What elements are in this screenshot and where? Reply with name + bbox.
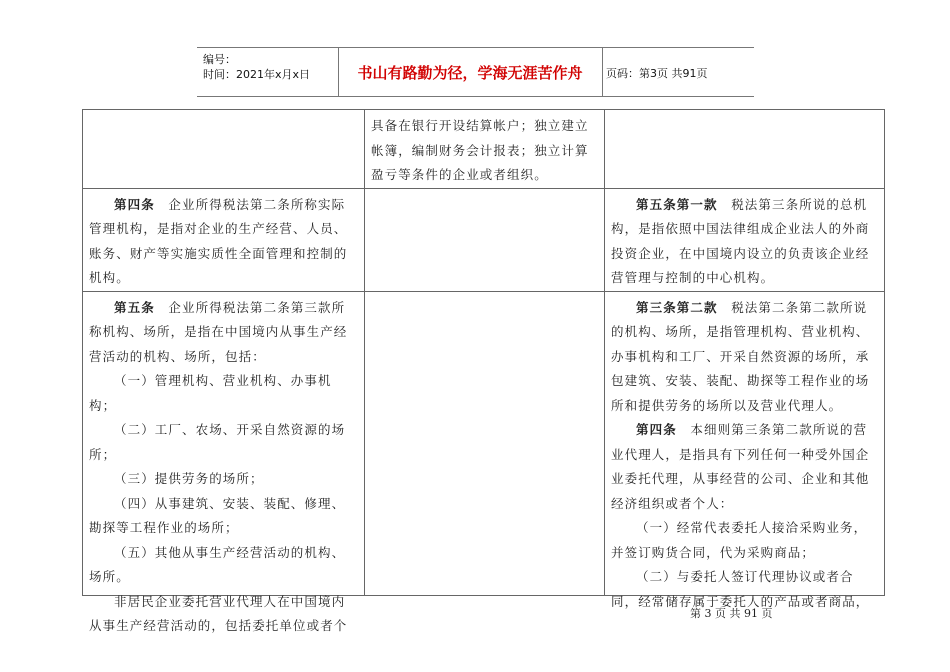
- middle-cell: [365, 188, 605, 291]
- page-footer: 第 3 页 共 91 页: [690, 607, 773, 620]
- clause-paragraph: [89, 193, 358, 291]
- right-cell: [605, 110, 885, 189]
- time-label: 时间：2021年x月x日: [203, 68, 311, 81]
- clause-title: 第四条: [636, 422, 677, 437]
- clause-text: 税法第三条所说的总机构，是指依照中国法律组成企业法人的外商投资企业，在中国境内设立的负责该企业经营管理与控制的中心机构。: [611, 196, 870, 285]
- cell-clip: [611, 296, 878, 609]
- clause-item: （四）从事建筑、安装、装配、修理、勘探等工程作业的场所；: [89, 495, 346, 535]
- clause-paragraph: [611, 418, 878, 516]
- clause-item: （五）其他从事生产经营活动的机构、场所。: [89, 544, 346, 584]
- table-row: [83, 291, 885, 595]
- clause-paragraph: [89, 296, 358, 370]
- clause-item: （三）提供劳务的场所；: [114, 471, 264, 486]
- clause-text: 企业所得税法第二条第三款所称机构、场所，是指在中国境内从事生产经营活动的机构、场所，包括：: [89, 299, 348, 364]
- clause-text: 税法第二条第二款所说的机构、场所，是指管理机构、营业机构、办事机构和工厂、开采自然资源的场所，承包建筑、安装、装配、勘探等工程作业的场所和提供劳务的场所以及营业代理人。: [611, 299, 870, 413]
- clause-item: 非居民企业委托营业代理人在中国境内从事生产经营活动的，包括委托单位或者个: [89, 593, 348, 633]
- clause-title: 第五条第一款: [636, 196, 718, 212]
- clause-item: （二）工厂、农场、开采自然资源的场所；: [89, 422, 346, 462]
- left-cell: [83, 291, 365, 633]
- number-label: 编号：: [203, 53, 236, 66]
- middle-cell: [365, 110, 605, 189]
- clause-title: 第五条: [114, 299, 155, 315]
- right-cell: [605, 188, 885, 291]
- motto: 书山有路勤为径，学海无涯苦作舟: [357, 64, 583, 82]
- right-cell: [605, 291, 885, 609]
- clause-item: （一）经常代表委托人接洽采购业务，并签订购货合同，代为采购商品；: [611, 520, 868, 560]
- table-row: [83, 110, 885, 189]
- left-cell: [83, 188, 365, 291]
- header-info-cell: [197, 48, 339, 96]
- clause-item: （一）管理机构、营业机构、办事机构；: [89, 373, 332, 413]
- table-row: [83, 188, 885, 291]
- middle-cell: [365, 291, 605, 595]
- page-header: [197, 47, 754, 97]
- clause-text: 本细则第三条第二款所说的营业代理人，是指具有下列任何一种受外国企业委托代理，从事经营的公司、企业和其他经济组织或者个人：: [611, 422, 870, 511]
- header-motto-cell: [338, 48, 603, 96]
- clause-item: （二）与委托人签订代理协议或者合同，经常储存属于委托人的产品或者商品，: [611, 569, 870, 609]
- clause-title: 第四条: [114, 196, 155, 212]
- cell-clip: [89, 296, 358, 633]
- clause-paragraph: [611, 296, 878, 419]
- page-code: 页码：第3页 共91页: [606, 67, 708, 80]
- clause-paragraph: [611, 193, 878, 291]
- clause-text: 企业所得税法第二条所称实际管理机构，是指对企业的生产经营、人员、账务、财产等实施实质性全面管理和控制的机构。: [89, 196, 348, 285]
- clause-title: 第三条第二款: [636, 299, 718, 315]
- clause-text: 具备在银行开设结算帐户；独立建立帐簿，编制财务会计报表；独立计算盈亏等条件的企业或者组织。: [371, 118, 589, 182]
- header-page-cell: [602, 48, 754, 96]
- left-cell: [83, 110, 365, 189]
